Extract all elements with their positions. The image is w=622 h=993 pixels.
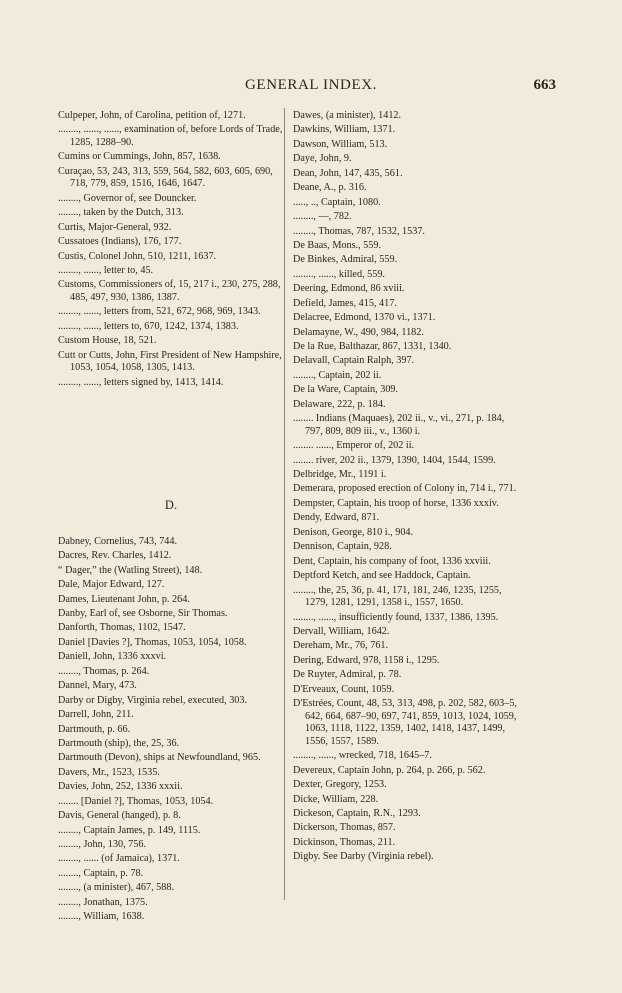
- index-entry: Dacres, Rev. Charles, 1412.: [58, 550, 172, 562]
- index-entry: ........ ......, Emperor of, 202 ii.: [293, 440, 415, 452]
- index-entry: ........, Thomas, p. 264.: [58, 665, 150, 677]
- index-entry: Devereux, Captain John, p. 264, p. 266, p. 562.: [293, 764, 486, 776]
- index-entry: ........ [Daniel ?], Thomas, 1053, 1054.: [58, 795, 214, 807]
- index-entry: ........, Thomas, 787, 1532, 1537.: [293, 225, 425, 237]
- index-entry: ........, Captain, 202 ii.: [293, 369, 382, 381]
- index-entry: ........, John, 130, 756.: [58, 839, 147, 851]
- index-entry: ........ Indians (Maquaes), 202 ii., v., vi., 271, p. 184, 797, 809, 809 iii., v., 1360 i.: [293, 413, 505, 437]
- index-entry: De Ruyter, Admiral, p. 78.: [293, 669, 402, 681]
- index-entry: Dartmouth, p. 66.: [58, 723, 131, 735]
- index-entry: ........, ......, killed, 559.: [293, 268, 385, 280]
- index-entry: Dawes, (a minister), 1412.: [293, 110, 402, 121]
- index-entry: Dennison, Captain, 928.: [293, 541, 392, 553]
- index-entry: Customs, Commissioners of, 15, 217 i., 230, 275, 288, 485, 497, 930, 1386, 1387.: [58, 279, 281, 304]
- index-entry: Custom House, 18, 521.: [58, 335, 157, 347]
- index-entry: Delamayne, W., 490, 984, 1182.: [293, 326, 424, 338]
- index-entry: ....., .., Captain, 1080.: [293, 196, 381, 208]
- index-entry: ........, Captain, p. 78.: [58, 867, 144, 879]
- index-entry: ........, ...... (of Jamaica), 1371.: [58, 853, 180, 865]
- index-entry: Culpeper, John, of Carolina, petition of, 1271.: [58, 110, 246, 121]
- index-entry: ........, Jonathan, 1375.: [58, 896, 148, 908]
- index-entry: D'Erveaux, Count, 1059.: [293, 683, 395, 695]
- column-divider: [284, 108, 285, 900]
- index-entry: ........, (a minister), 467, 588.: [58, 882, 175, 894]
- index-entry: Digby. See Darby (Virginia rebel).: [293, 851, 434, 863]
- index-entry: Dannel, Mary, 473.: [58, 680, 137, 692]
- index-entry: Dawson, William, 513.: [293, 138, 388, 150]
- index-entry: ........, ......, letters to, 670, 1242, 1374, 1383.: [58, 320, 239, 332]
- index-entry: De Binkes, Admiral, 559.: [293, 254, 398, 266]
- index-entry: Daniel [Davies ?], Thomas, 1053, 1054, 1058.: [58, 636, 247, 648]
- index-entry: Dawkins, William, 1371.: [293, 124, 396, 136]
- left-entries-d: [58, 536, 284, 924]
- index-entry: Dickinson, Thomas, 211.: [293, 836, 396, 848]
- index-entry: Delaware, 222, p. 184.: [293, 398, 386, 410]
- index-entry: Cumins or Cummings, John, 857, 1638.: [58, 151, 221, 163]
- index-entry: Delavall, Captain Ralph, 397.: [293, 355, 415, 367]
- index-entry: Delacree, Edmond, 1370 vi., 1371.: [293, 312, 436, 324]
- index-entry: Cutt or Cutts, John, First President of New Hampshire, 1053, 1054, 1058, 1305, 1413.: [58, 349, 282, 374]
- index-entry: ........, taken by the Dutch, 313.: [58, 207, 184, 219]
- index-entry: Dabney, Cornelius, 743, 744.: [58, 535, 178, 547]
- index-entry: ........, ......, ......, examination of, before Lords of Trade, 1285, 1288–90.: [58, 124, 283, 148]
- index-entry: De la Rue, Balthazar, 867, 1331, 1340.: [293, 341, 452, 352]
- running-header: GENERAL INDEX.: [245, 77, 377, 93]
- index-entry: Cussatoes (Indians), 176, 177.: [58, 236, 182, 248]
- page-number: 663: [533, 77, 556, 93]
- index-entry: De Baas, Mons., 559.: [293, 239, 382, 251]
- index-entry: Defield, James, 415, 417.: [293, 297, 397, 309]
- index-entry: Dervall, William, 1642.: [293, 625, 390, 637]
- index-entry: ........, ......, letters from, 521, 672, 968, 969, 1343.: [58, 306, 261, 318]
- index-entry: Dicke, William, 228.: [293, 793, 379, 805]
- index-entry: Dames, Lieutenant John, p. 264.: [58, 593, 190, 605]
- index-entry: ........, —, 782.: [293, 211, 352, 223]
- index-entry: Davers, Mr., 1523, 1535.: [58, 766, 160, 778]
- index-entry: Dartmouth (ship), the, 25, 36.: [58, 737, 180, 749]
- index-entry: Dexter, Gregory, 1253.: [293, 779, 387, 791]
- left-column: [58, 110, 284, 926]
- index-entry: Denison, George, 810 i., 904.: [293, 526, 414, 538]
- index-entry: Davies, John, 252, 1336 xxxii.: [58, 781, 183, 793]
- right-entries-d: [293, 110, 519, 864]
- left-entries-c: [58, 110, 284, 389]
- index-entry: Dendy, Edward, 871.: [293, 512, 380, 524]
- index-entry: ........, William, 1638.: [58, 911, 145, 923]
- index-entry: Daye, John, 9.: [293, 153, 352, 165]
- index-entry: ........, ......, wrecked, 718, 1645–7.: [293, 750, 432, 762]
- index-entry: ........, Governor of, see Douncker.: [58, 192, 197, 204]
- index-entry: De la Ware, Captain, 309.: [293, 384, 399, 396]
- index-entry: Deering, Edmond, 86 xviii.: [293, 283, 405, 295]
- index-entry: Dickerson, Thomas, 857.: [293, 822, 396, 834]
- index-entry: Dean, John, 147, 435, 561.: [293, 167, 403, 179]
- index-entry: ........, ......, letters signed by, 1413, 1414.: [58, 376, 224, 388]
- index-entry: Dent, Captain, his company of foot, 1336 xxviii.: [293, 555, 491, 567]
- right-column: [293, 110, 519, 866]
- index-entry: Dale, Major Edward, 127.: [58, 579, 165, 591]
- index-entry: Danby, Earl of, see Osborne, Sir Thomas.: [58, 608, 228, 620]
- index-entry: “ Dager,” the (Watling Street), 148.: [58, 564, 203, 576]
- index-entry: D'Estrées, Count, 48, 53, 313, 498, p. 202, 582, 603–5, 642, 664, 687–90, 697, 741, 859, 1013, 1024, 1059, 1063, 1118, 1122, 1359, 1402, 1418, 1437, 1499, 1556, 1557, 1589.: [293, 698, 517, 747]
- index-entry: Darby or Digby, Virginia rebel, executed, 303.: [58, 694, 248, 706]
- index-entry: Dereham, Mr., 76, 761.: [293, 640, 389, 652]
- index-entry: ........, ......, letter to, 45.: [58, 265, 154, 277]
- index-entry: ........, Captain James, p. 149, 1115.: [58, 824, 201, 836]
- index-entry: Dickeson, Captain, R.N., 1293.: [293, 807, 421, 819]
- index-entry: Danforth, Thomas, 1102, 1547.: [58, 622, 186, 634]
- index-entry: Delbridge, Mr., 1191 i.: [293, 469, 387, 481]
- index-entry: Darrell, John, 211.: [58, 709, 134, 721]
- index-entry: Dering, Edward, 978, 1158 i., 1295.: [293, 654, 440, 666]
- index-entry: ........, ......, insufficiently found, 1337, 1386, 1395.: [293, 611, 499, 623]
- index-entry: ........, the, 25, 36, p. 41, 171, 181, 246, 1235, 1255, 1279, 1281, 1291, 1358 i., 1557, 1650.: [293, 584, 502, 609]
- section-heading-d: D.: [164, 498, 178, 513]
- index-entry: Deptford Ketch, and see Haddock, Captain.: [293, 570, 471, 582]
- index-entry: Dempster, Captain, his troop of horse, 1336 xxxiv.: [293, 497, 499, 509]
- index-entry: Curaçao, 53, 243, 313, 559, 564, 582, 603, 605, 690, 718, 779, 859, 1516, 1646, 1647.: [58, 165, 273, 190]
- index-entry: Custis, Colonel John, 510, 1211, 1637.: [58, 250, 217, 262]
- index-entry: ........ river, 202 ii., 1379, 1390, 1404, 1544, 1599.: [293, 454, 496, 466]
- index-entry: Dartmouth (Devon), ships at Newfoundland, 965.: [58, 752, 261, 764]
- index-entry: Curtis, Major-General, 932.: [58, 221, 172, 233]
- index-entry: Davis, General (hanged), p. 8.: [58, 810, 181, 822]
- index-entry: Demerara, proposed erection of Colony in, 714 i., 771.: [293, 483, 517, 495]
- index-entry: Deane, A., p. 316.: [293, 182, 367, 194]
- index-entry: Daniell, John, 1336 xxxvi.: [58, 651, 167, 663]
